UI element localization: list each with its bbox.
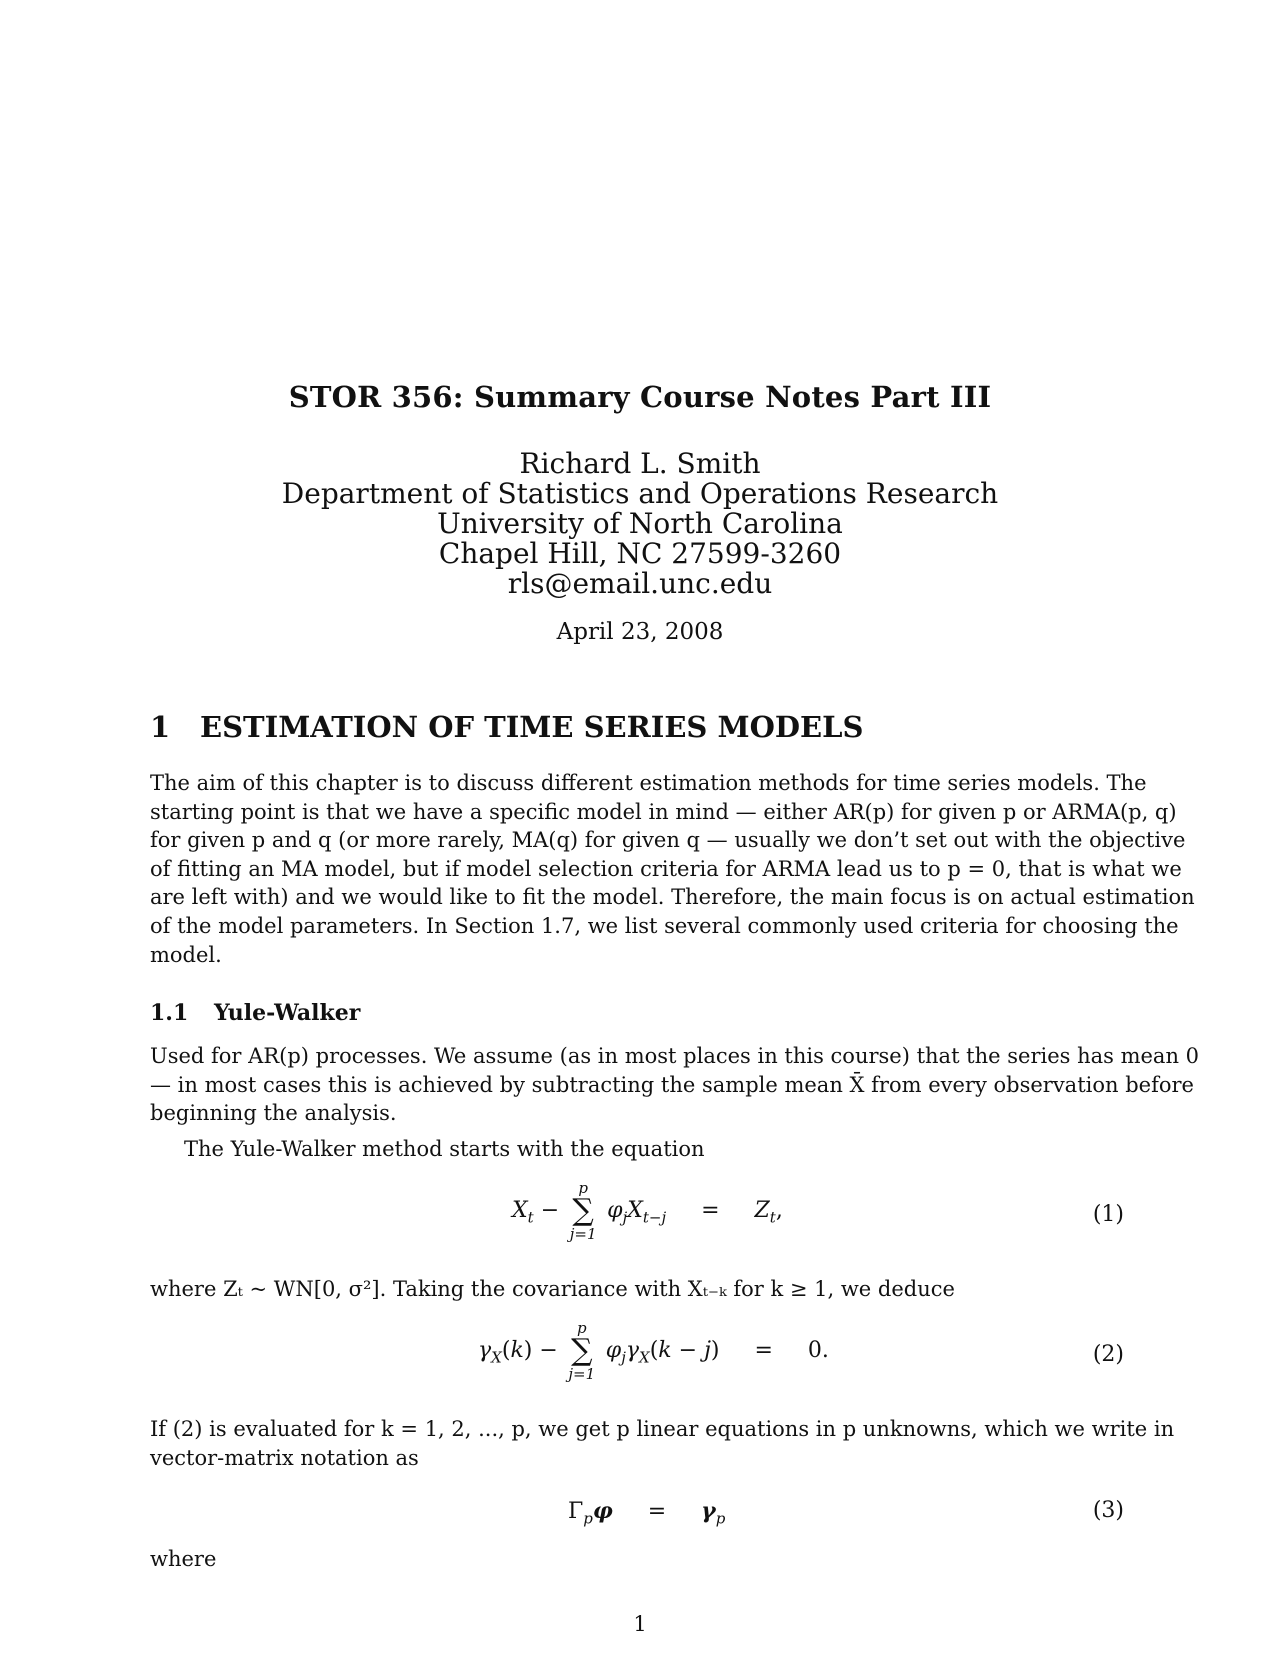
paper-title: STOR 356: Summary Course Notes Part III <box>288 380 992 414</box>
summation-symbol: p ∑ j=1 <box>568 1319 596 1383</box>
author-email: rls@email.unc.edu <box>507 567 773 600</box>
text-line: starting point is that we have a specific model in mind — either AR(p) for given p or ARMA(p, q) <box>150 799 1177 824</box>
equation-2 <box>150 1320 1124 1400</box>
equation-body: $\Gamma_p\varphi$ = $\gamma_p$ <box>568 1498 726 1528</box>
section-heading <box>150 710 863 744</box>
page-number: 1 <box>633 1612 647 1636</box>
text-line: If (2) is evaluated for k = 1, 2, ..., p, we get p linear equations in p unknowns, which we write in <box>150 1417 1175 1441</box>
text-line: vector-matrix notation as <box>150 1445 419 1470</box>
subsection-number: 1.1 <box>150 1000 189 1026</box>
text-line: — in most cases this is achieved by subtracting the sample mean X̄ from every observation before <box>150 1072 1194 1097</box>
affiliation-line: University of North Carolina <box>437 507 843 540</box>
method-intro-paragraph <box>150 1135 1124 1164</box>
linear-equations-paragraph <box>150 1415 1175 1472</box>
equation-number: (3) <box>1092 1498 1124 1523</box>
section-number: 1 <box>150 710 171 744</box>
subsection-heading <box>150 1000 360 1026</box>
text-line: beginning the analysis. <box>150 1101 397 1126</box>
text-line: Used for AR(p) processes. We assume (as in most places in this course) that the series has mean 0 <box>150 1044 1200 1068</box>
equation-number: (1) <box>1092 1202 1124 1227</box>
text-line: of the model parameters. In Section 1.7, we list several commonly used criteria for choosing the <box>150 913 1179 938</box>
affiliation-line: Chapel Hill, NC 27599-3260 <box>438 537 842 570</box>
text-line: where Zₜ ~ WN[0, σ²]. Taking the covariance with Xₜ₋ₖ for k ≥ 1, we deduce <box>150 1277 955 1301</box>
covariance-paragraph <box>150 1275 1124 1304</box>
text-line: where <box>150 1547 217 1571</box>
equation-body: $X_t$ − p ∑ j=1 $\varphi_jX_{t-j}$ = $Z_t$, <box>512 1179 783 1243</box>
author-block <box>0 449 1280 599</box>
text-line: The Yule-Walker method starts with the equation <box>184 1137 705 1161</box>
intro-paragraph <box>150 769 1195 969</box>
subsection-title: Yule-Walker <box>214 1000 361 1026</box>
text-line: for given p and q (or more rarely, MA(q) for given q — usually we don’t set out with the objective <box>150 828 1186 853</box>
summation-symbol: p ∑ j=1 <box>569 1179 597 1243</box>
section-title: ESTIMATION OF TIME SERIES MODELS <box>200 710 864 744</box>
author-name: Richard L. Smith <box>519 447 761 480</box>
affiliation-line: Department of Statistics and Operations Research <box>281 477 999 510</box>
text-line: model. <box>150 942 222 967</box>
paper-date: April 23, 2008 <box>556 619 724 645</box>
equation-number: (2) <box>1092 1342 1124 1367</box>
equation-body: $\gamma_X(k)$ − p ∑ j=1 $\varphi_j\gamma_X(k - j)$ = 0. <box>478 1319 829 1383</box>
yule-walker-paragraph <box>150 1042 1200 1128</box>
where-paragraph <box>150 1545 1124 1574</box>
text-line: of fitting an MA model, but if model selection criteria for ARMA lead us to p = 0, that is what we <box>150 856 1182 881</box>
equation-1 <box>150 1180 1124 1260</box>
text-line: are left with) and we would like to fit the model. Therefore, the main focus is on actual estimation <box>150 885 1195 910</box>
text-line: The aim of this chapter is to discuss different estimation methods for time series models. The <box>150 771 1147 795</box>
